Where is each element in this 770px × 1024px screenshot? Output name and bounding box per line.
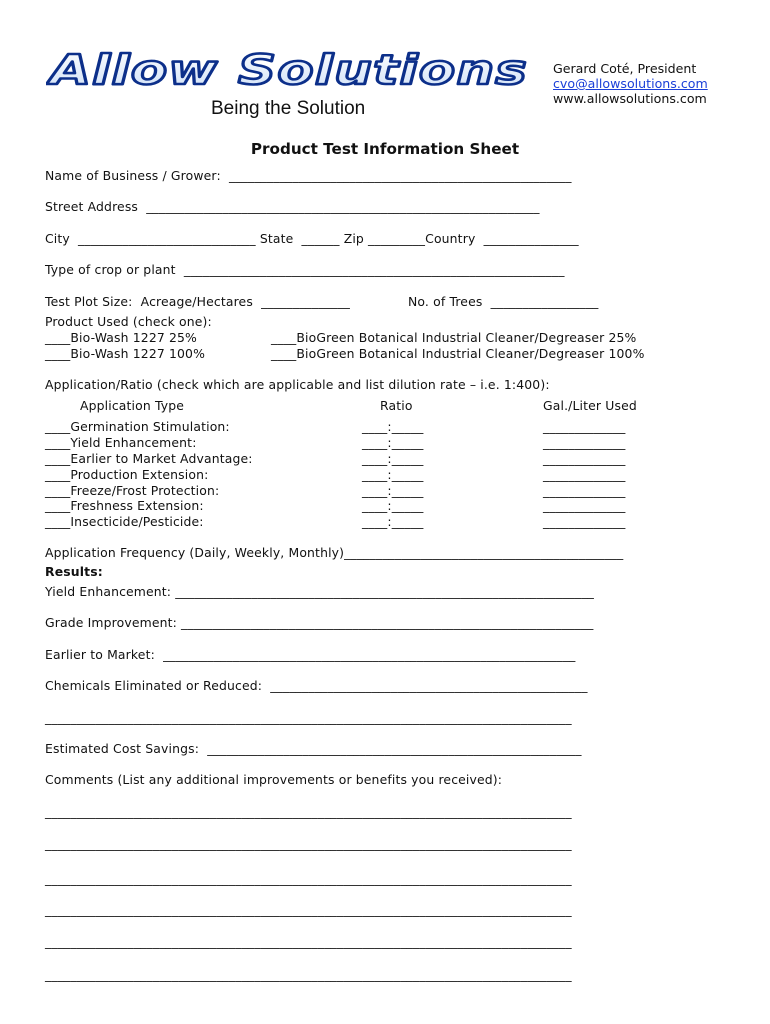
column-header-gal-liter: Gal./Liter Used — [543, 398, 637, 413]
gal-liter-blank[interactable]: _____________ — [543, 435, 626, 450]
contact-block — [553, 61, 708, 106]
street-address-field[interactable]: Street Address ______________________________________________________________ — [45, 199, 540, 214]
gal-liter-blank[interactable]: _____________ — [543, 451, 626, 466]
grade-improvement-field[interactable]: Grade Improvement: _________________________________________________________________ — [45, 615, 594, 630]
chemicals-eliminated-field[interactable]: Chemicals Eliminated or Reduced: __________________________________________________ — [45, 678, 588, 693]
gal-liter-blank[interactable]: _____________ — [543, 514, 626, 529]
product-option-biowash-25[interactable]: ____Bio-Wash 1227 25% — [45, 330, 197, 345]
application-row-germination[interactable]: ____Germination Stimulation: — [45, 419, 230, 434]
crop-type-field[interactable]: Type of crop or plant ____________________________________________________________ — [45, 262, 565, 277]
number-of-trees-field[interactable]: No. of Trees _________________ — [408, 294, 599, 309]
form-title: Product Test Information Sheet — [250, 140, 520, 158]
ratio-blank[interactable]: ____:_____ — [362, 451, 424, 466]
city-state-zip-country-field[interactable]: City ____________________________ State ______ Zip _________Country _______________ — [45, 231, 579, 246]
application-row-production[interactable]: ____Production Extension: — [45, 467, 209, 482]
tagline: Being the Solution — [211, 98, 366, 119]
gal-liter-blank[interactable]: _____________ — [543, 498, 626, 513]
logo-lettering: Allow Solutions — [46, 46, 528, 94]
comment-line[interactable]: ___________________________________________________________________________________ — [45, 902, 572, 917]
ratio-blank[interactable]: ____:_____ — [362, 467, 424, 482]
yield-enhancement-field[interactable]: Yield Enhancement: __________________________________________________________________ — [45, 584, 595, 599]
comments-label: Comments (List any additional improvements or benefits you received): — [45, 772, 503, 787]
chemicals-continuation-line[interactable]: ___________________________________________________________________________________ — [45, 710, 572, 725]
comment-line[interactable]: ___________________________________________________________________________________ — [45, 967, 572, 982]
column-header-ratio: Ratio — [380, 398, 413, 413]
application-row-insecticide[interactable]: ____Insecticide/Pesticide: — [45, 514, 204, 529]
gal-liter-blank[interactable]: _____________ — [543, 419, 626, 434]
earlier-to-market-field[interactable]: Earlier to Market: _________________________________________________________________ — [45, 647, 576, 662]
ratio-blank[interactable]: ____:_____ — [362, 419, 424, 434]
product-option-biowash-100[interactable]: ____Bio-Wash 1227 100% — [45, 346, 205, 361]
ratio-blank[interactable]: ____:_____ — [362, 514, 424, 529]
gal-liter-blank[interactable]: _____________ — [543, 467, 626, 482]
estimated-cost-savings-field[interactable]: Estimated Cost Savings: ___________________________________________________________ — [45, 741, 582, 756]
results-heading: Results: — [45, 564, 103, 579]
application-row-yield[interactable]: ____Yield Enhancement: — [45, 435, 197, 450]
application-frequency-field[interactable]: Application Frequency (Daily, Weekly, Monthly)____________________________________________ — [45, 545, 624, 560]
ratio-blank[interactable]: ____:_____ — [362, 483, 424, 498]
ratio-blank[interactable]: ____:_____ — [362, 498, 424, 513]
product-option-biogreen-25[interactable]: ____BioGreen Botanical Industrial Cleaner/Degreaser 25% — [271, 330, 637, 345]
application-ratio-label: Application/Ratio (check which are applicable and list dilution rate – i.e. 1:400): — [45, 377, 550, 392]
gal-liter-blank[interactable]: _____________ — [543, 483, 626, 498]
ratio-blank[interactable]: ____:_____ — [362, 435, 424, 450]
logo-graphic — [46, 46, 536, 98]
comment-line[interactable]: ___________________________________________________________________________________ — [45, 934, 572, 949]
comment-line[interactable]: ___________________________________________________________________________________ — [45, 871, 572, 886]
contact-email-link[interactable]: cvo@allowsolutions.com — [553, 76, 708, 91]
comment-line[interactable]: ___________________________________________________________________________________ — [45, 836, 572, 851]
product-used-label: Product Used (check one): — [45, 314, 212, 329]
contact-website: www.allowsolutions.com — [553, 91, 707, 106]
product-option-biogreen-100[interactable]: ____BioGreen Botanical Industrial Cleaner/Degreaser 100% — [271, 346, 645, 361]
column-header-application-type: Application Type — [80, 398, 185, 413]
application-row-freshness[interactable]: ____Freshness Extension: — [45, 498, 204, 513]
comment-line[interactable]: ___________________________________________________________________________________ — [45, 804, 572, 819]
contact-name: Gerard Coté, President — [553, 61, 697, 76]
application-row-freeze[interactable]: ____Freeze/Frost Protection: — [45, 483, 220, 498]
application-row-earlier-market[interactable]: ____Earlier to Market Advantage: — [45, 451, 253, 466]
business-name-field[interactable]: Name of Business / Grower: ______________________________________________________ — [45, 168, 572, 183]
company-logo — [46, 46, 536, 98]
test-plot-size-field[interactable]: Test Plot Size: Acreage/Hectares ______________ — [45, 294, 350, 309]
